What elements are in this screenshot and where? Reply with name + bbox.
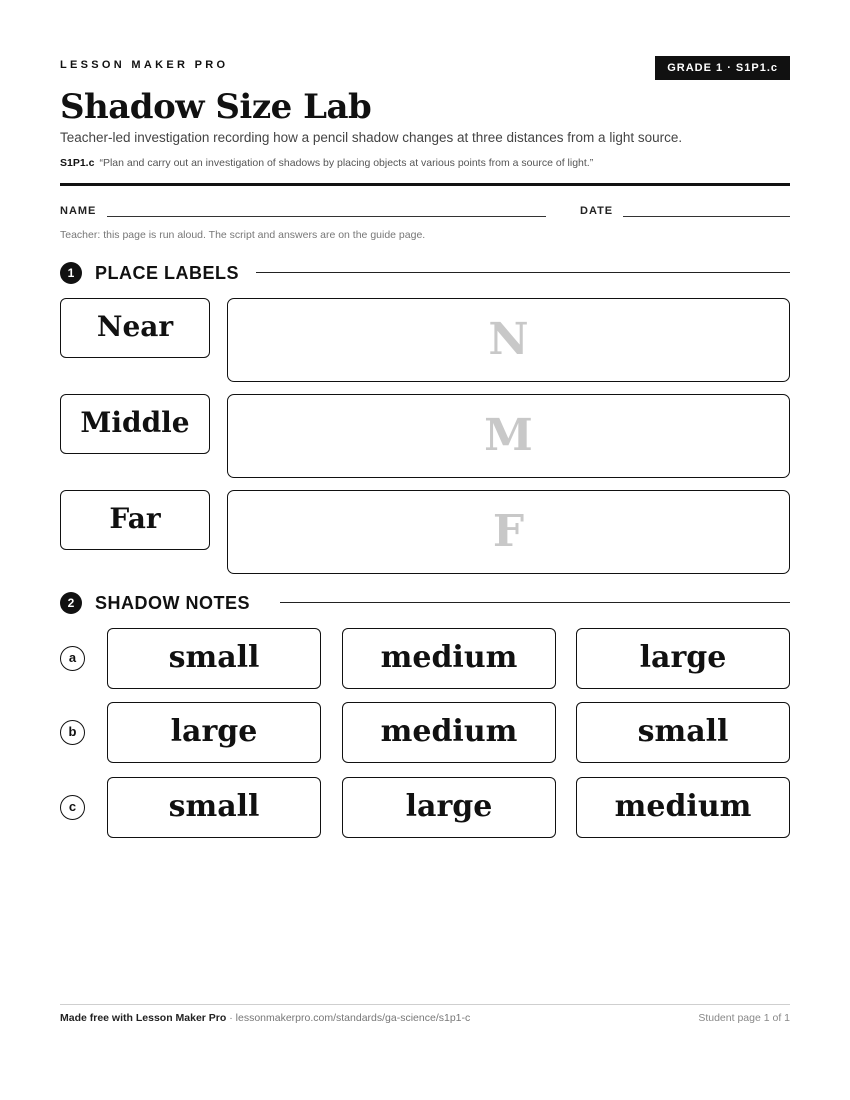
section-shadow-notes-header [60,591,790,613]
footer-divider [60,1004,790,1005]
name-label: NAME [60,205,97,217]
top-bar [60,56,790,80]
worksheet-page [60,0,790,1100]
section-number-badge: 1 [60,262,82,284]
section-divider [280,602,790,603]
shadow-option-card[interactable]: medium [576,777,790,838]
shadow-option-card[interactable]: large [576,628,790,689]
page-title: Shadow Size Lab [60,87,372,127]
date-label: DATE [580,205,614,217]
name-field[interactable] [107,216,546,217]
place-drop-box-middle[interactable]: M [227,394,790,478]
footer-made-with: Made free with Lesson Maker Pro [60,1012,227,1024]
shadow-option-card[interactable]: large [107,702,321,763]
footer-credit [60,1012,470,1024]
standard-code: S1P1.c [60,157,95,169]
section-place-labels-header [60,261,790,283]
shadow-option-card[interactable]: small [107,628,321,689]
row-letter-a: a [60,646,85,671]
row-letter-c: c [60,795,85,820]
grade-badge: GRADE 1 · S1P1.c [655,56,790,80]
shadow-option-card[interactable]: small [576,702,790,763]
shadow-option-card[interactable]: small [107,777,321,838]
place-label-near: Near [60,298,210,358]
place-drop-box-near[interactable]: N [227,298,790,382]
section-title: PLACE LABELS [95,261,251,285]
place-label-far: Far [60,490,210,550]
shadow-option-card[interactable]: medium [342,702,556,763]
place-label-middle: Middle [60,394,210,454]
section-divider [256,272,790,273]
section-title: SHADOW NOTES [95,591,262,615]
row-letter-b: b [60,720,85,745]
shadow-option-card[interactable]: medium [342,628,556,689]
place-drop-box-far[interactable]: F [227,490,790,574]
header-divider [60,183,790,186]
section-number-badge: 2 [60,592,82,614]
name-date-row [60,205,790,219]
shadow-option-card[interactable]: large [342,777,556,838]
brand-name: LESSON MAKER PRO [60,59,229,71]
page-subtitle: Teacher-led investigation recording how a pencil shadow changes at three distances from a light source. [60,130,683,145]
standard-line [60,157,593,169]
footer-page-number: Student page 1 of 1 [698,1012,790,1024]
teacher-note: Teacher: this page is run aloud. The script and answers are on the guide page. [60,229,426,241]
footer-url[interactable]: · lessonmakerpro.com/standards/ga-science/s1p1-c [229,1012,471,1024]
standard-text: “Plan and carry out an investigation of shadows by placing objects at various points from a source of light.” [99,157,594,169]
date-field[interactable] [623,216,790,217]
